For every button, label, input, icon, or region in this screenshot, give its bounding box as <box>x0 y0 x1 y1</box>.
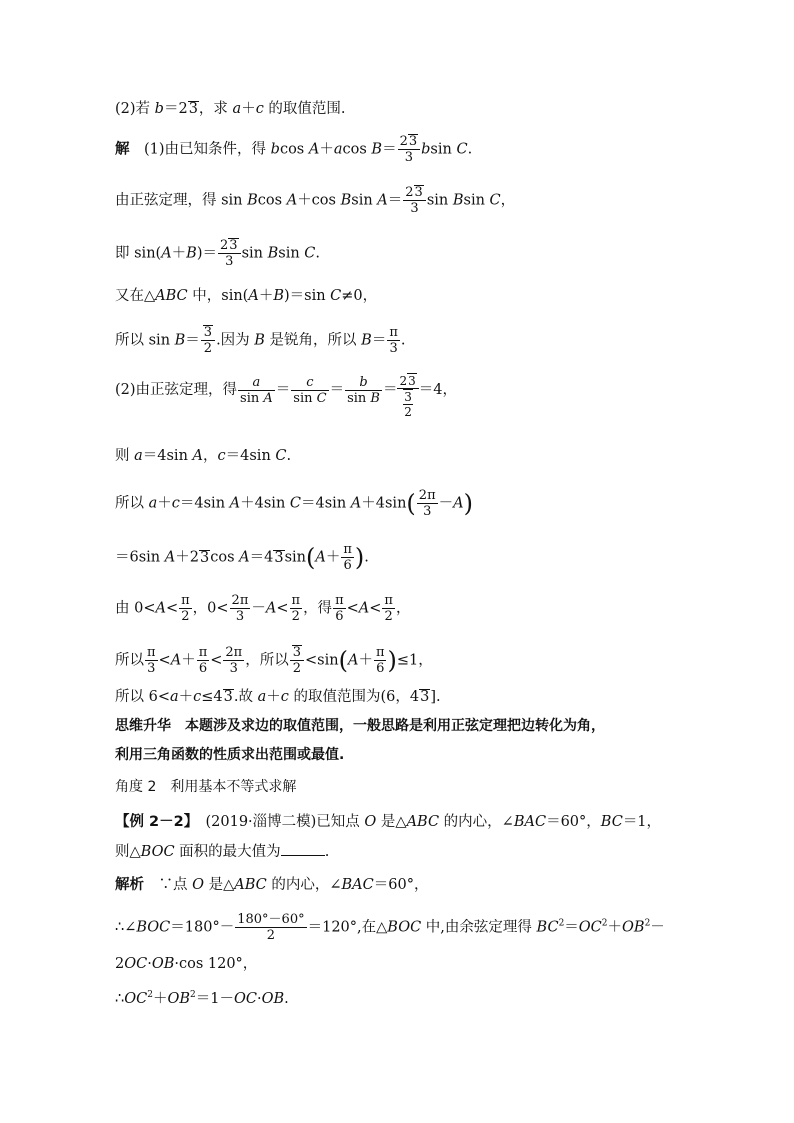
example-line-2: 则△BOC 面积的最大值为 . <box>115 844 330 860</box>
analysis-line-2: ∴∠BOC＝180°－ $\frac{180^\circ-60^\circ}{2}$ ＝120°,在△BOC 中,由余弦定理得 $BC^2=OC^2+OB^2-$ <box>115 912 665 943</box>
analysis-line-1: 解析 ∵点 O 是△ABC 的内心，∠BAC＝60°， <box>115 877 429 893</box>
solution-line-11: 所以 $\frac{\pi}{3}$ <A＋ $\frac{\pi}{6}$ < $\frac{2\pi}{3}$ ，所以 $\frac{3}{2}$ <sin(A＋ $\frac{\pi}{6}$ )≤1， <box>115 645 433 676</box>
analysis-line-3: 2OC·OB·cos 120°， <box>115 956 258 972</box>
summary-line-2: 利用三角函数的性质求出范围或最值. <box>115 747 345 763</box>
solution-line-5: 所以 sin B＝ $\frac{3}{2}$ .因为 B 是锐角，所以 B＝ $\frac{\pi}{3}$ . <box>115 325 406 356</box>
solution-line-10: 由 0<A< $\frac{\pi}{2}$ ，0< $\frac{2\pi}{3}$ －A< $\frac{\pi}{2}$ ，得 $\frac{\pi}{6}$ <A< $\frac{\pi}{2}$ ， <box>115 593 411 624</box>
solution-line-6: (2)由正弦定理，得 $\frac{a}{\text{sin A}}$ ＝ $\frac{c}{\text{sin C}}$ ＝ $\frac{b}{\text{sin B}}$ ＝ $\frac{23}{\frac{3}{2}}$ ＝4， <box>115 374 457 419</box>
solution-line-7: 则 a＝4sin A，c＝4sin C. <box>115 448 292 464</box>
example-line-1: 【例 2－2】 (2019·淄博二模)已知点 O 是△ABC 的内心，∠BAC＝60°，BC＝1， <box>115 814 662 830</box>
solution-line-3: 即 sin(A＋B)＝ $\frac{23}{3}$ sin Bsin C. <box>115 238 320 269</box>
solution-label: 解 <box>115 140 130 158</box>
solution-line-4: 又在△ABC 中，sin(A＋B)＝sin C≠0， <box>115 288 378 304</box>
solution-line-2: 由正弦定理，得 sin Bcos A＋cos Bsin A＝ $\frac{23}{3}$ sin Bsin C， <box>115 185 516 216</box>
analysis-line-4: $\therefore OC^2+OB^2=1-OC\cdot OB$. <box>115 990 289 1007</box>
solution-line-8: 所以 a＋c＝4sin A＋4sin C＝4sin A＋4sin( $\frac{2\pi}{3}$ －A) <box>115 488 473 519</box>
summary-label: 思维升华 <box>115 718 171 734</box>
analysis-label: 解析 <box>115 877 144 893</box>
summary-line-1: 思维升华 本题涉及求边的取值范围，一般思路是利用正弦定理把边转化为角， <box>115 718 605 734</box>
angle-heading: 角度 2 利用基本不等式求解 <box>115 779 297 795</box>
problem-part-2: (2)若 b＝23，求 a＋c 的取值范围. <box>115 101 346 117</box>
example-label: 【例 2－2】 <box>115 814 191 830</box>
solution-line-9: ＝6sin A＋23cos A＝43sin(A＋ $\frac{\pi}{6}$ ). <box>115 542 369 573</box>
answer-blank <box>281 843 325 856</box>
solution-line-12: 所以 6<a＋c≤43.故 a＋c 的取值范围为(6，43]. <box>115 689 441 705</box>
solution-line-1: 解 (1)由已知条件，得 bcos A＋acos B＝ $\frac{23}{3}$ bsin C. <box>115 134 473 165</box>
